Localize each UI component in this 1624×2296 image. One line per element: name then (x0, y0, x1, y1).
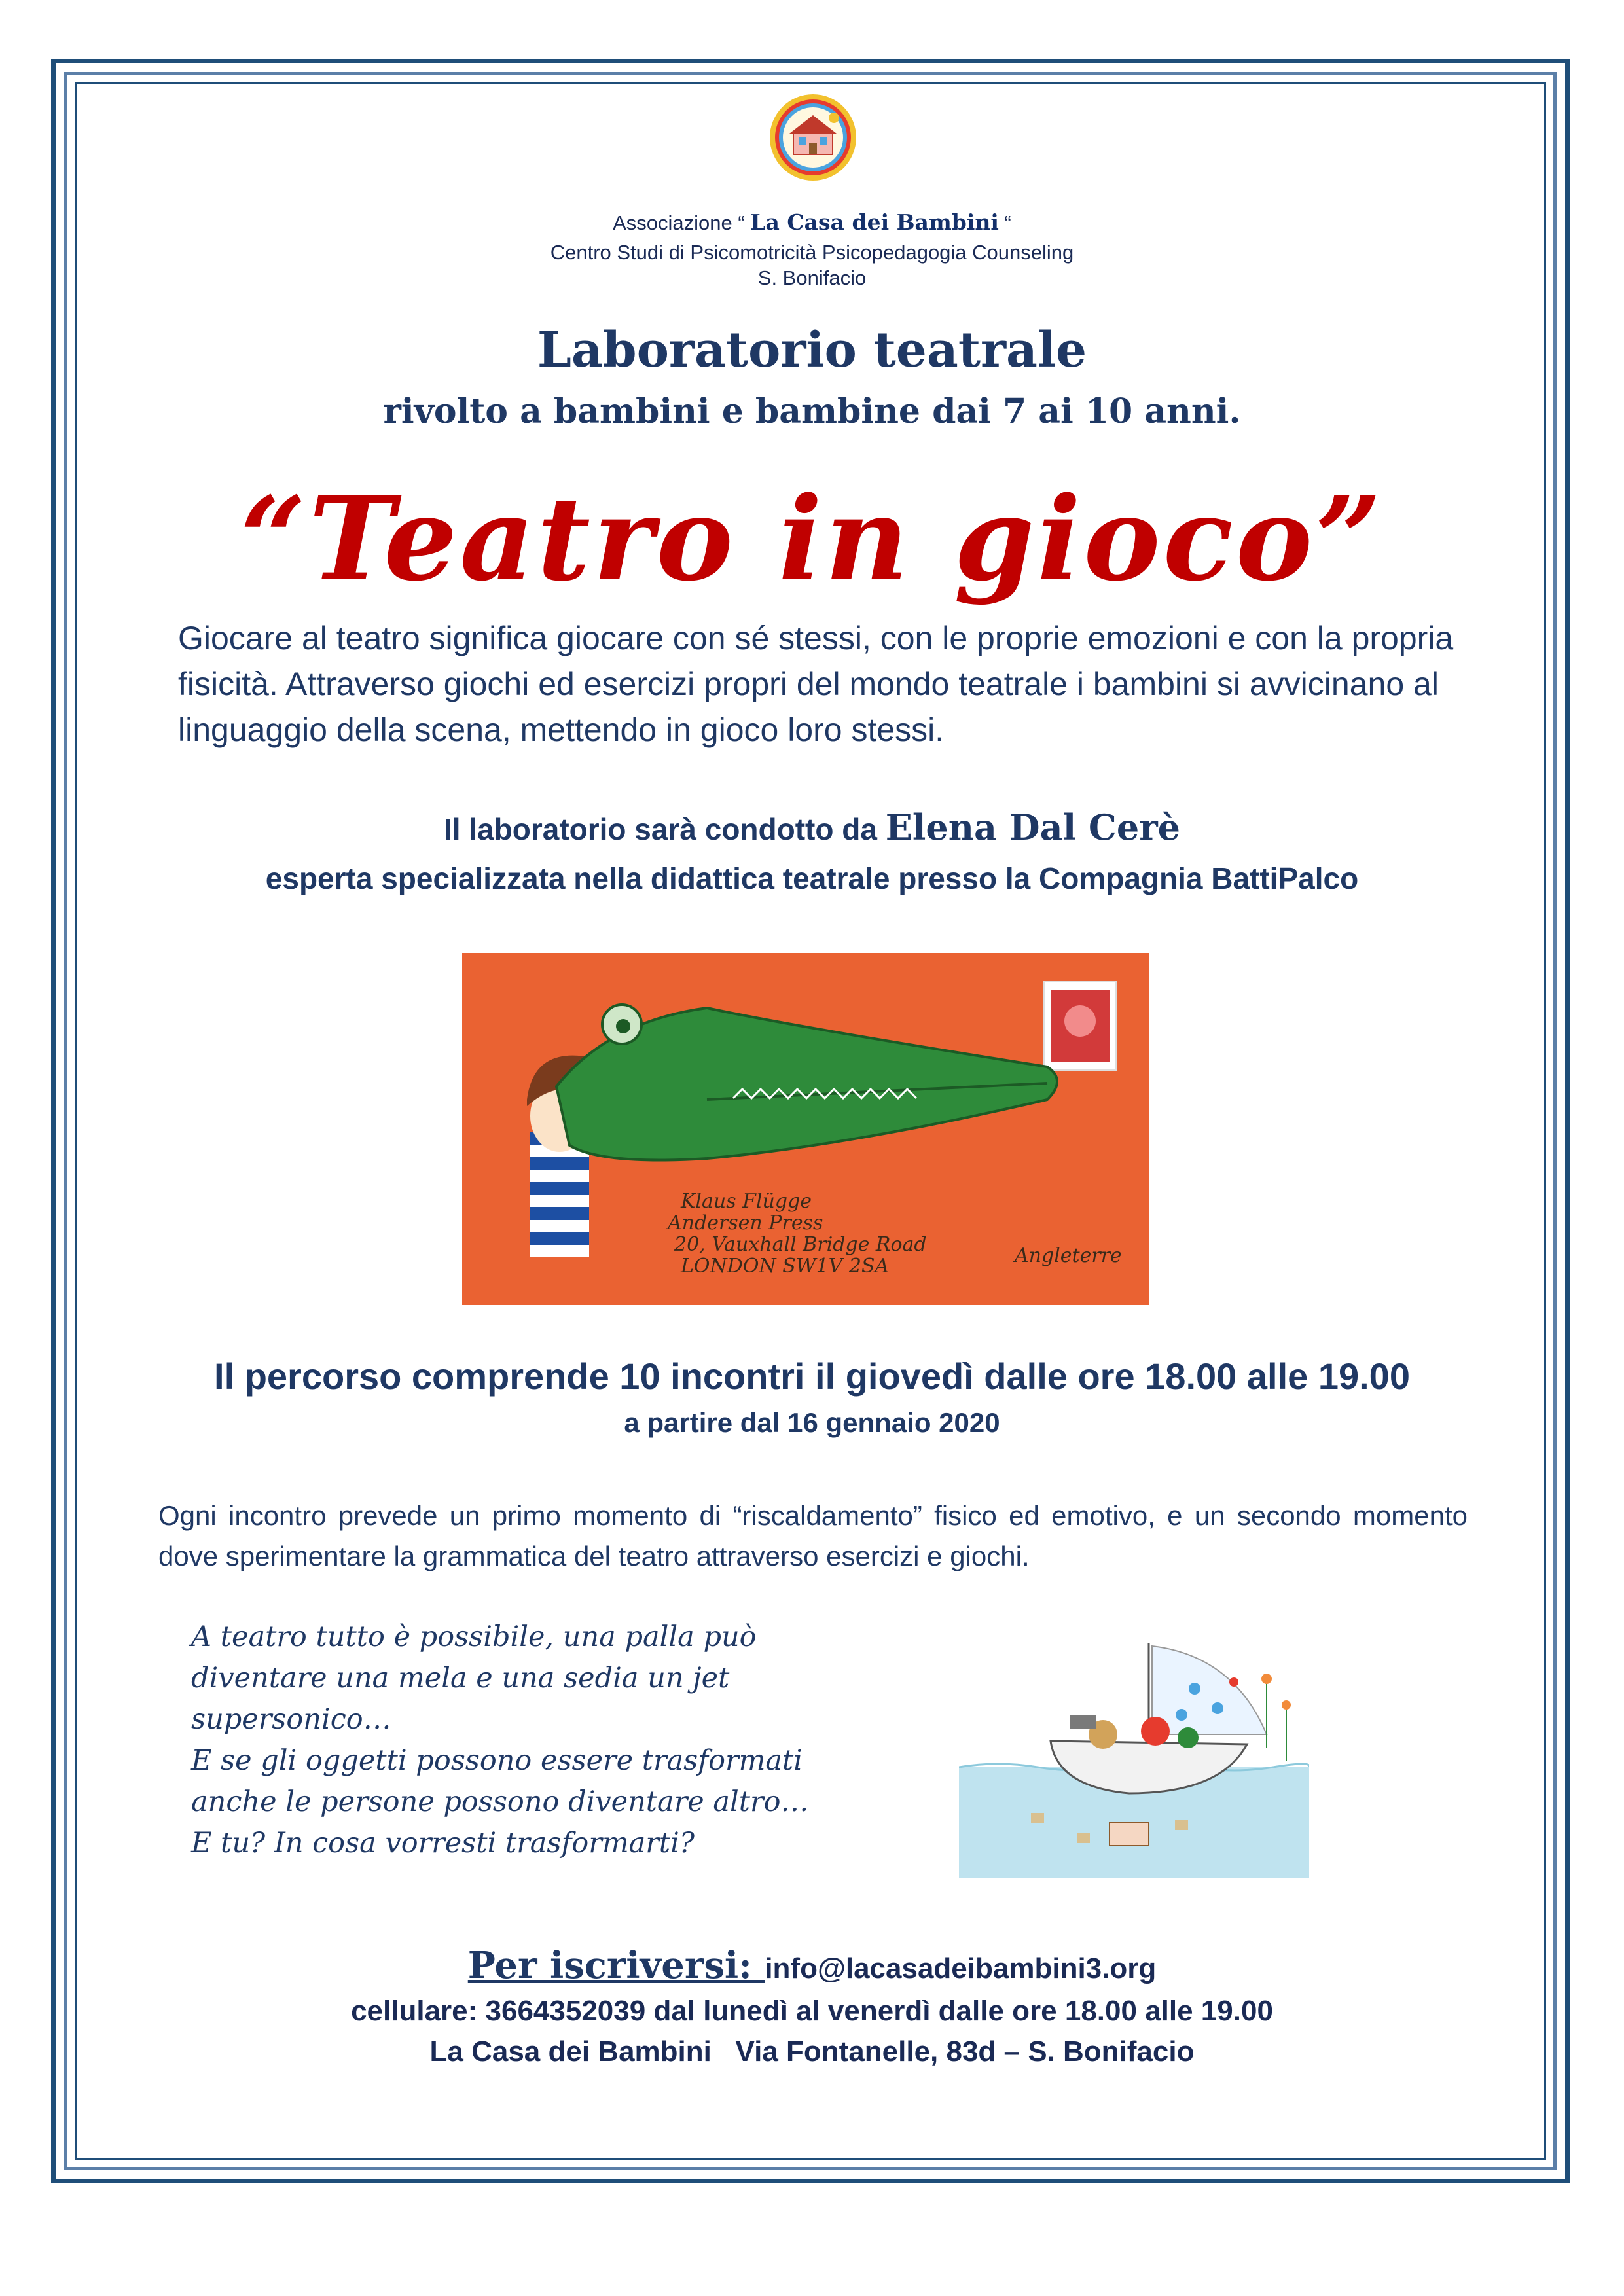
conductor-prefix: Il laboratorio sarà condotto da (443, 812, 886, 846)
association-logo (767, 92, 859, 183)
quote-line-4: E se gli oggetti possono essere trasformati (191, 1744, 803, 1777)
signup-label: Per iscriversi: (467, 1944, 765, 1987)
signup-line (0, 1944, 1624, 1987)
signup-email[interactable]: info@lacasadeibambini3.org (765, 1952, 1157, 1984)
workshop-subtitle: rivolto a bambini e bambine dai 7 ai 10 anni. (383, 391, 1241, 431)
crocodile-envelope-illustration (458, 949, 1153, 1309)
show-title: “Teatro in gioco” (240, 471, 1384, 607)
association-line (0, 209, 1624, 236)
session-description: Ogni incontro prevede un primo momento di “riscaldamento” fisico ed emotivo, e un secondo momento dove sperimentare la grammatica del teatro attraverso esercizi e giochi. (158, 1500, 1468, 1571)
conductor-description: esperta specializzata nella didattica teatrale presso la Compagnia BattiPalco (265, 861, 1359, 895)
phone-line: cellulare: 3664352039 dal lunedì al venerdì dalle ore 18.00 alle 19.00 (351, 1995, 1273, 2027)
schedule-line: Il percorso comprende 10 incontri il giovedì dalle ore 18.00 alle 19.00 (214, 1355, 1410, 1397)
envelope-line-4: LONDON SW1V 2SA (681, 1255, 890, 1278)
location-line: S. Bonifacio (757, 266, 867, 289)
quote-line-1: A teatro tutto è possibile, una palla può (191, 1621, 757, 1653)
quote-line-6: E tu? In cosa vorresti trasformarti? (191, 1827, 695, 1859)
quote-line-3: supersonico… (191, 1703, 391, 1736)
address-line: La Casa dei Bambini Via Fontanelle, 83d – S. Bonifacio (429, 2036, 1195, 2068)
quote-line-2: diventare una mela e una sedia un jet (191, 1662, 730, 1695)
quote-line-5: anche le persone possono diventare altro… (191, 1785, 809, 1818)
association-suffix: “ (998, 211, 1011, 234)
envelope-line-5: Angleterre (1015, 1244, 1122, 1267)
quote-block (191, 1617, 878, 1864)
envelope-line-2: Andersen Press (668, 1211, 823, 1234)
boat-illustration (959, 1604, 1309, 1878)
conductor-name: Elena Dal Cerè (885, 806, 1181, 848)
start-date-line: a partire dal 16 gennaio 2020 (624, 1407, 1000, 1438)
association-prefix: Associazione “ (613, 211, 751, 234)
intro-paragraph: Giocare al teatro significa giocare con sé stessi, con le proprie emozioni e con la propria fisicità. Attraverso giochi ed esercizi propri del mondo teatrale i bambini si avvicinano al linguaggio della scena, mettendo in gioco loro stessi. (178, 620, 1454, 748)
envelope-line-3: 20, Vauxhall Bridge Road (674, 1233, 927, 1256)
conductor-line (0, 806, 1624, 848)
envelope-line-1: Klaus Flügge (681, 1190, 812, 1213)
association-name: La Casa dei Bambini (750, 209, 999, 235)
center-studies-line: Centro Studi di Psicomotricità Psicopedagogia Counseling (550, 241, 1074, 264)
workshop-title: Laboratorio teatrale (537, 322, 1087, 378)
